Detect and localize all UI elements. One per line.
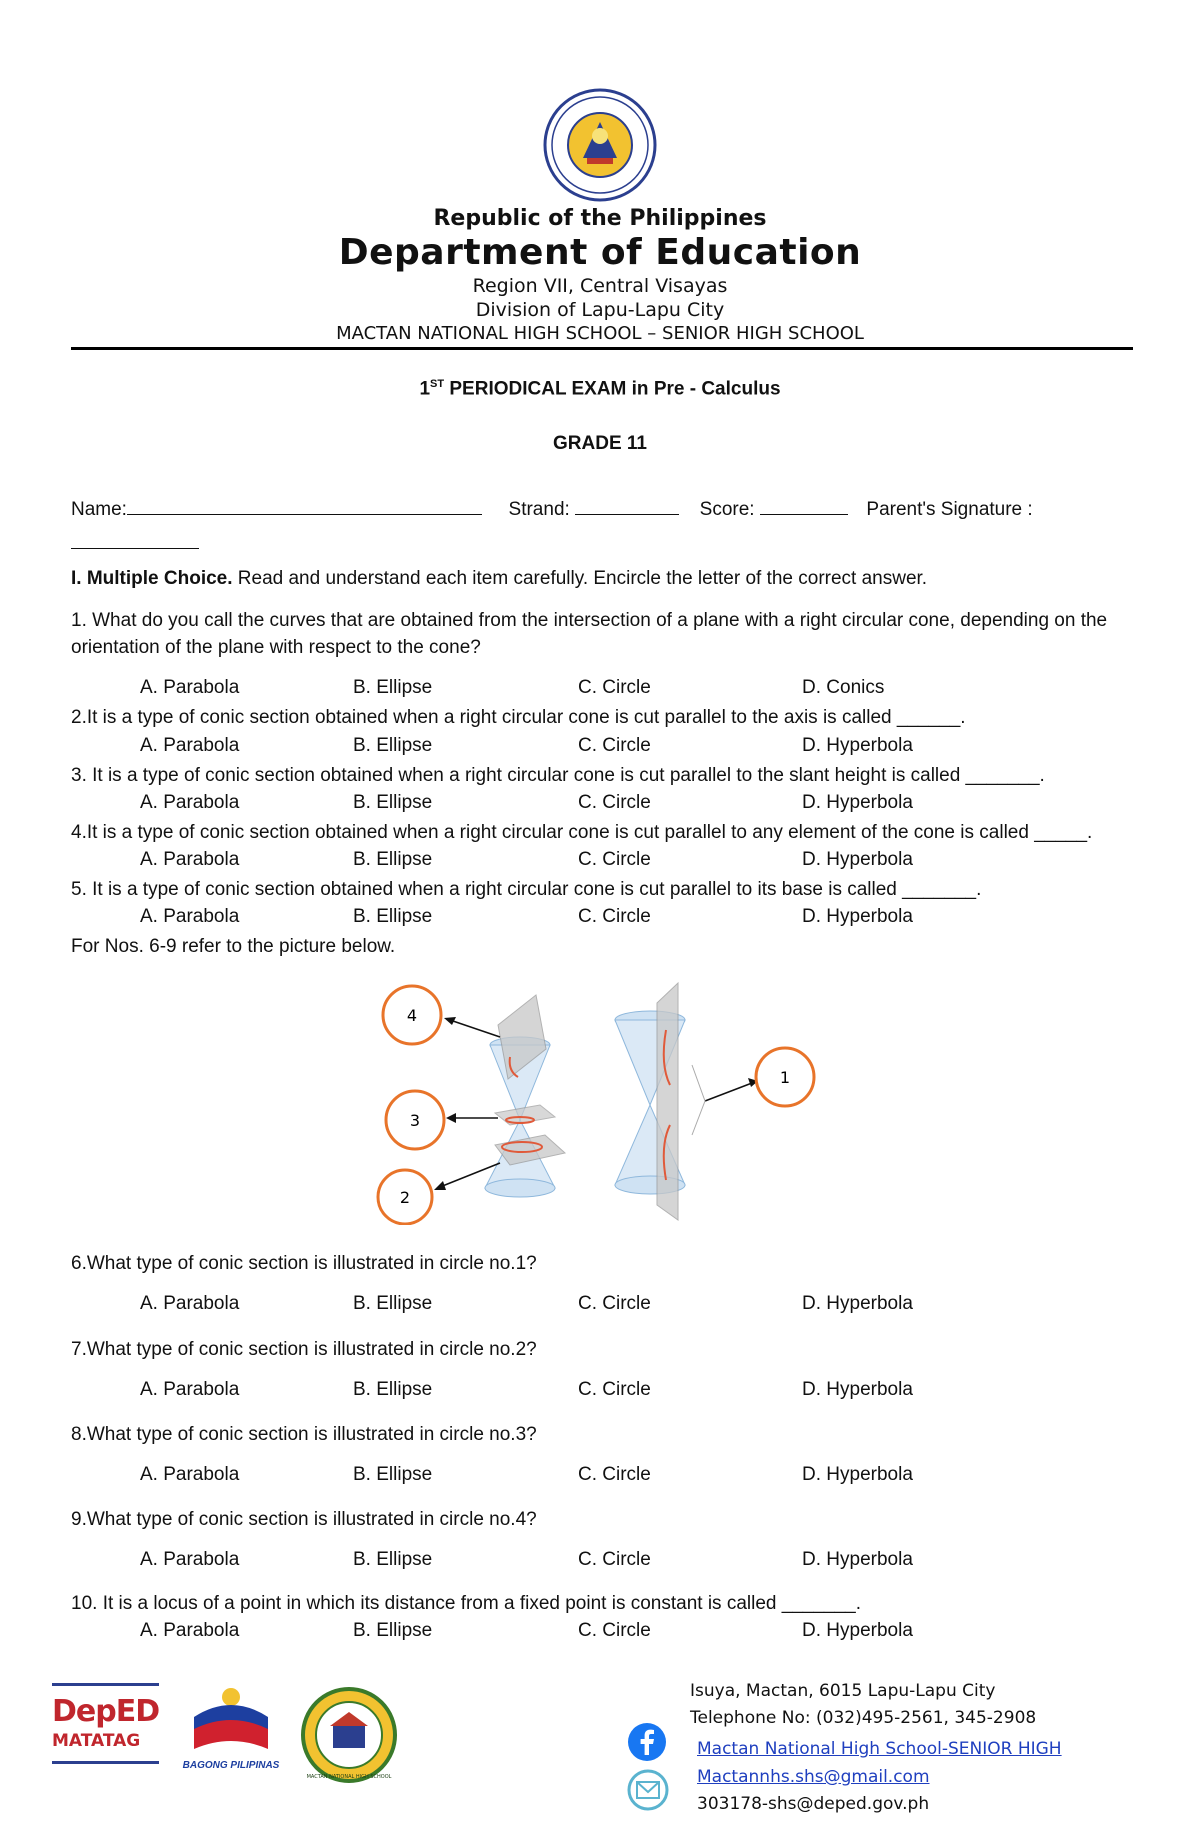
option-5-d[interactable]: D. Hyperbola [802, 906, 913, 927]
question-2: 2.It is a type of conic section obtained when a right circular cone is cut parallel to the axis is called ______. [71, 707, 966, 728]
option-8-c[interactable]: C. Circle [578, 1464, 651, 1485]
option-1-a[interactable]: A. Parabola [140, 677, 240, 698]
email-link-gmail[interactable]: Mactannhs.shs@gmail.com [697, 1767, 930, 1787]
option-10-b[interactable]: B. Ellipse [353, 1620, 433, 1641]
circle-label-3 [386, 1091, 444, 1149]
option-7-b[interactable]: B. Ellipse [353, 1379, 433, 1400]
option-3-b[interactable]: B. Ellipse [353, 792, 433, 813]
question-4: 4.It is a type of conic section obtained when a right circular cone is cut parallel to any element of the cone is called _____. [71, 822, 1093, 843]
option-7-d[interactable]: D. Hyperbola [802, 1379, 913, 1400]
question-9: 9.What type of conic section is illustrated in circle no.4? [71, 1509, 537, 1530]
section-heading: I. Multiple Choice. [71, 568, 233, 589]
department-heading: Department of Education [338, 232, 862, 273]
score-label: Score: [699, 499, 755, 520]
deped-matatag-logo: DepED MATATAG [52, 1683, 159, 1783]
svg-text:MACTAN NATIONAL HIGH SCHOOL: MACTAN NATIONAL HIGH SCHOOL [306, 1774, 392, 1780]
grade-level: GRADE 11 [553, 433, 647, 454]
strand-field[interactable] [575, 496, 679, 515]
svg-text:1: 1 [779, 1068, 791, 1087]
exam-title: 1ST PERIODICAL EXAM in Pre - Calculus [419, 378, 781, 400]
header-divider [71, 347, 1133, 350]
score-field[interactable] [760, 496, 848, 515]
option-9-a[interactable]: A. Parabola [140, 1549, 240, 1570]
option-10-d[interactable]: D. Hyperbola [802, 1620, 913, 1641]
student-info-row [71, 496, 1033, 523]
svg-text:3: 3 [409, 1111, 421, 1130]
figure-intro: For Nos. 6-9 refer to the picture below. [71, 936, 396, 957]
school-seal-logo [300, 1686, 398, 1784]
question-3: 3. It is a type of conic section obtained when a right circular cone is cut parallel to the slant height is called _______. [71, 765, 1045, 786]
option-6-a[interactable]: A. Parabola [140, 1293, 240, 1314]
strand-label: Strand: [508, 499, 570, 520]
option-1-b[interactable]: B. Ellipse [353, 677, 433, 698]
option-4-c[interactable]: C. Circle [578, 849, 651, 870]
republic-heading: Republic of the Philippines [433, 206, 767, 231]
region-heading: Region VII, Central Visayas [472, 275, 728, 297]
option-6-b[interactable]: B. Ellipse [353, 1293, 433, 1314]
school-heading: MACTAN NATIONAL HIGH SCHOOL – SENIOR HIGH SCHOOL [336, 323, 864, 344]
right-double-cone [615, 983, 685, 1220]
question-8: 8.What type of conic section is illustrated in circle no.3? [71, 1424, 537, 1445]
bagong-pilipinas-emblem [186, 1683, 276, 1755]
option-10-c[interactable]: C. Circle [578, 1620, 651, 1641]
email-icon [627, 1769, 669, 1811]
option-4-b[interactable]: B. Ellipse [353, 849, 433, 870]
signature-label: Parent's Signature : [866, 499, 1033, 520]
email-deped: 303178-shs@deped.gov.ph [697, 1794, 930, 1814]
option-1-c[interactable]: C. Circle [578, 677, 651, 698]
option-4-a[interactable]: A. Parabola [140, 849, 240, 870]
option-6-d[interactable]: D. Hyperbola [802, 1293, 913, 1314]
division-heading: Division of Lapu-Lapu City [475, 299, 725, 321]
name-label: Name: [71, 499, 127, 520]
question-1: 1. What do you call the curves that are obtained from the intersection of a plane with a right circular cone, depending on the orientation of the plane with respect to the cone? [71, 610, 1108, 658]
option-10-a[interactable]: A. Parabola [140, 1620, 240, 1641]
section-instructions [71, 566, 927, 592]
school-address: Isuya, Mactan, 6015 Lapu-Lapu City [690, 1681, 996, 1701]
facebook-icon [627, 1722, 667, 1762]
deped-seal-logo [543, 88, 657, 202]
svg-text:4: 4 [406, 1006, 418, 1025]
option-5-c[interactable]: C. Circle [578, 906, 651, 927]
conic-sections-figure [360, 975, 830, 1225]
option-5-b[interactable]: B. Ellipse [353, 906, 433, 927]
option-3-d[interactable]: D. Hyperbola [802, 792, 913, 813]
option-4-d[interactable]: D. Hyperbola [802, 849, 913, 870]
option-8-a[interactable]: A. Parabola [140, 1464, 240, 1485]
left-double-cone [485, 995, 565, 1197]
option-9-d[interactable]: D. Hyperbola [802, 1549, 913, 1570]
option-6-c[interactable]: C. Circle [578, 1293, 651, 1314]
option-2-a[interactable]: A. Parabola [140, 735, 240, 756]
circle-label-1 [756, 1048, 814, 1106]
bagong-pilipinas-logo: BAGONG PILIPINAS [172, 1683, 290, 1783]
option-7-a[interactable]: A. Parabola [140, 1379, 240, 1400]
option-2-c[interactable]: C. Circle [578, 735, 651, 756]
option-8-d[interactable]: D. Hyperbola [802, 1464, 913, 1485]
option-2-d[interactable]: D. Hyperbola [802, 735, 913, 756]
option-3-a[interactable]: A. Parabola [140, 792, 240, 813]
question-10: 10. It is a locus of a point in which its distance from a fixed point is constant is called _______. [71, 1593, 861, 1614]
question-6: 6.What type of conic section is illustrated in circle no.1? [71, 1253, 537, 1274]
section-instruction-text: Read and understand each item carefully. Encircle the letter of the correct answer. [232, 568, 928, 589]
option-3-c[interactable]: C. Circle [578, 792, 651, 813]
school-telephone: Telephone No: (032)495-2561, 345-2908 [690, 1708, 1037, 1728]
circle-label-4 [383, 986, 441, 1044]
option-1-d[interactable]: D. Conics [802, 677, 885, 698]
signature-field[interactable] [71, 530, 199, 549]
svg-text:2: 2 [399, 1188, 411, 1207]
circle-label-2 [378, 1170, 432, 1224]
option-8-b[interactable]: B. Ellipse [353, 1464, 433, 1485]
option-7-c[interactable]: C. Circle [578, 1379, 651, 1400]
facebook-link[interactable]: Mactan National High School-SENIOR HIGH [697, 1739, 1062, 1759]
question-5: 5. It is a type of conic section obtained when a right circular cone is cut parallel to its base is called _______. [71, 879, 982, 900]
option-9-c[interactable]: C. Circle [578, 1549, 651, 1570]
name-field[interactable] [127, 496, 482, 515]
question-7: 7.What type of conic section is illustrated in circle no.2? [71, 1339, 537, 1360]
option-2-b[interactable]: B. Ellipse [353, 735, 433, 756]
option-5-a[interactable]: A. Parabola [140, 906, 240, 927]
option-9-b[interactable]: B. Ellipse [353, 1549, 433, 1570]
